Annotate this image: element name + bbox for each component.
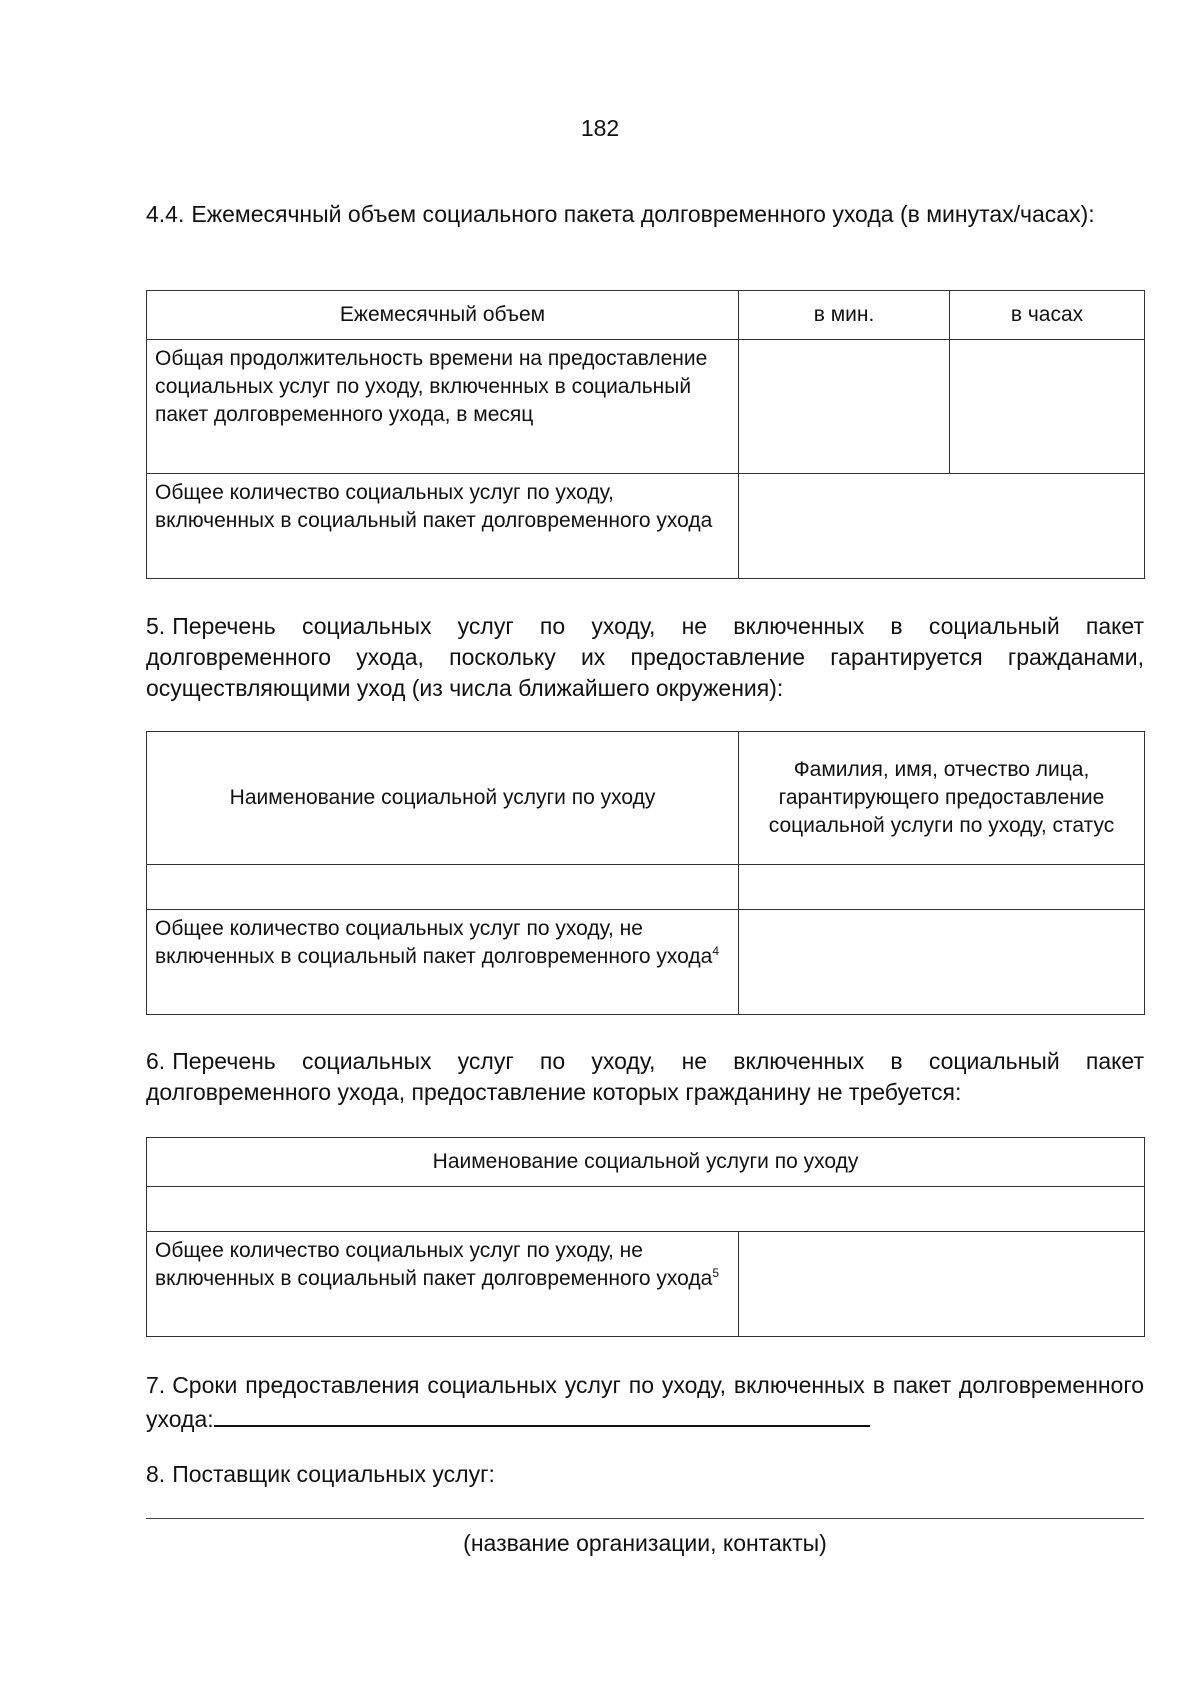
section-4-4-text: Ежемесячный объем социального пакета долговременного ухода (в минутах/часах): bbox=[191, 201, 1095, 227]
guarantor-cell[interactable] bbox=[739, 865, 1145, 910]
table-header-row bbox=[147, 291, 1145, 340]
total-label-text: Общее количество социальных услуг по уходу, не включенных в социальный пакет долговременного ухода bbox=[155, 1239, 713, 1290]
section-5-text: Перечень социальных услуг по уходу, не включенных в социальный пакет долговременного ухода, поскольку их предоставление гарантируется гражданами, осуществляющими уход (из числа ближайшего окружения): bbox=[146, 613, 1144, 701]
section-6-text: Перечень социальных услуг по уходу, не включенных в социальный пакет долговременного ухода, предоставление которых гражданину не требуется: bbox=[146, 1048, 1144, 1105]
services-guaranteed-table bbox=[146, 731, 1145, 1015]
section-7-text: Сроки предоставления социальных услуг по уходу, включенных в пакет долговременного ухода: bbox=[146, 1372, 1144, 1432]
section-7-number: 7. bbox=[146, 1372, 166, 1398]
hours-cell[interactable] bbox=[950, 340, 1145, 474]
section-5-number: 5. bbox=[146, 613, 166, 639]
table-row bbox=[147, 1187, 1145, 1232]
provider-blank-line[interactable] bbox=[146, 1518, 1144, 1519]
table-header-row bbox=[147, 1138, 1145, 1187]
column-header: Ежемесячный объем bbox=[147, 291, 739, 340]
row-label: Общее количество социальных услуг по уходу, включенных в социальный пакет долговременного ухода bbox=[147, 474, 739, 579]
section-6-heading bbox=[146, 1046, 1144, 1108]
total-count-cell[interactable] bbox=[739, 910, 1145, 1015]
column-header: Фамилия, имя, отчество лица, гарантирующего предоставление социальной услуги по уходу, статус bbox=[739, 732, 1145, 865]
table-row bbox=[147, 474, 1145, 579]
total-label-text: Общее количество социальных услуг по уходу, не включенных в социальный пакет долговременного ухода bbox=[155, 917, 713, 968]
total-count-cell[interactable] bbox=[739, 1232, 1145, 1337]
table-row bbox=[147, 340, 1145, 474]
footnote-marker: 5 bbox=[712, 1266, 719, 1280]
footnote-marker: 4 bbox=[712, 944, 719, 958]
table-row bbox=[147, 865, 1145, 910]
column-header: в мин. bbox=[739, 291, 950, 340]
terms-blank-line[interactable] bbox=[214, 1401, 870, 1427]
service-name-cell[interactable] bbox=[147, 865, 739, 910]
provider-caption: (название организации, контакты) bbox=[463, 1530, 827, 1556]
monthly-volume-table bbox=[146, 290, 1145, 579]
page-number: 182 bbox=[580, 115, 620, 141]
table-header-row bbox=[147, 732, 1145, 865]
section-8-heading bbox=[146, 1459, 1144, 1490]
table-row bbox=[147, 910, 1145, 1015]
section-5-heading bbox=[146, 611, 1144, 704]
section-4-4-heading bbox=[146, 199, 1144, 230]
minutes-cell[interactable] bbox=[739, 340, 950, 474]
row-label: Общая продолжительность времени на предоставление социальных услуг по уходу, включенных в социальный пакет долговременного ухода, в месяц bbox=[147, 340, 739, 474]
section-7-heading bbox=[146, 1370, 1144, 1435]
service-name-cell[interactable] bbox=[147, 1187, 1145, 1232]
table-row bbox=[147, 1232, 1145, 1337]
row-label bbox=[147, 910, 739, 1015]
section-8-text: Поставщик социальных услуг: bbox=[172, 1461, 495, 1487]
services-not-required-table bbox=[146, 1137, 1145, 1337]
column-header: Наименование социальной услуги по уходу bbox=[147, 732, 739, 865]
column-header: в часах bbox=[950, 291, 1145, 340]
total-count-cell[interactable] bbox=[739, 474, 1145, 579]
section-4-4-number: 4.4. bbox=[146, 201, 185, 227]
row-label bbox=[147, 1232, 739, 1337]
section-8-number: 8. bbox=[146, 1461, 166, 1487]
column-header: Наименование социальной услуги по уходу bbox=[147, 1138, 1145, 1187]
section-6-number: 6. bbox=[146, 1048, 166, 1074]
